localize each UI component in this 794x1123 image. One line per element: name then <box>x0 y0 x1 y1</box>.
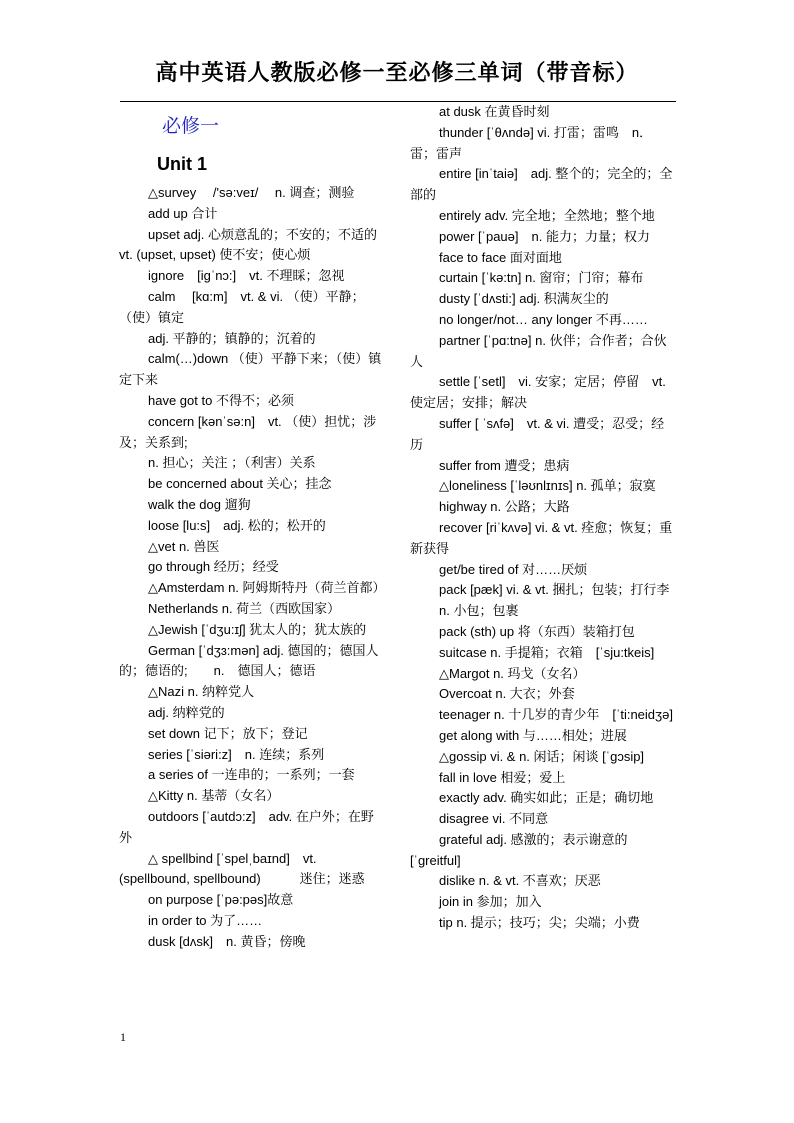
vocab-entry: settle [ˈsetl] vi. 安家；定居；停留 vt. 使定居；安排；解决 <box>410 374 666 411</box>
vocab-entry: loose [lu:s] adj. 松的；松开的 <box>148 517 326 533</box>
unit-heading: Unit 1 <box>157 154 208 174</box>
vocab-entry: disagree vi. 不同意 <box>439 811 549 827</box>
vocab-entry: △loneliness [ˈləʊnlɪnɪs] n. 孤单；寂寞 <box>439 478 656 494</box>
vocab-entry: get/be tired of 对……厌烦 <box>439 561 588 577</box>
vocab-entry: no longer/not… any longer 不再…… <box>439 311 648 327</box>
vocab-entry: a series of 一连串的；一系列；一套 <box>148 767 355 783</box>
vocab-entry: exactly adv. 确实如此；正是；确切地 <box>439 790 654 806</box>
vocab-entry: tip n. 提示；技巧；尖；尖端；小费 <box>439 915 640 931</box>
vocab-entry: dislike n. & vt. 不喜欢；厌恶 <box>439 873 601 889</box>
vocab-entry: get along with 与……相处；进展 <box>439 727 627 743</box>
vocab-entry: dusty [ˈdʌsti:] adj. 积满灰尘的 <box>439 291 609 307</box>
vocab-entry: fall in love 相爱；爱上 <box>439 769 566 785</box>
vocab-entry: Overcoat n. 大衣；外套 <box>439 686 575 702</box>
vocab-entry: entire [inˈtaiə] adj. 整个的；完全的；全部的 <box>410 166 673 203</box>
vocab-entry: △survey /'sə:veɪ/ n. 调查；测验 <box>148 185 355 200</box>
vocab-entry: walk the dog 遛狗 <box>148 496 251 512</box>
vocab-entry: concern [kənˈsə:n] vt. （使）担忧；涉及；关系到; <box>119 413 377 450</box>
section-heading: 必修一 <box>162 116 220 137</box>
vocab-entry: set down 记下；放下；登记 <box>148 725 308 741</box>
vocab-entry: n. 小包；包裹 <box>439 603 519 619</box>
left-column <box>119 183 391 952</box>
vocab-entry: have got to 不得不；必须 <box>148 392 294 408</box>
vocab-entry: pack [pæk] vi. & vt. 捆扎；包装；打行李 <box>439 582 670 598</box>
vocab-entry: upset adj. 心烦意乱的；不安的；不适的 vt. (upset, upset) 使不安；使心烦 <box>119 226 391 263</box>
vocab-entry: grateful adj. 感激的；表示谢意的 [ˈgreitful] <box>410 831 641 868</box>
vocab-entry: △ spellbind [ˈspelˌbaɪnd] vt. (spellbound, spellbound) 迷住；迷惑 <box>119 850 365 887</box>
page-number: 1 <box>120 1030 126 1044</box>
vocab-entry: △Margot n. 玛戈（女名） <box>439 665 586 681</box>
vocab-entry: add up 合计 <box>148 205 218 221</box>
vocab-entry: △gossip vi. & n. 闲话；闲谈 [ˈgɔsip] <box>439 748 645 764</box>
page-title: 高中英语人教版必修一至必修三单词（带音标） <box>155 60 639 85</box>
vocab-entry: join in 参加；加入 <box>439 894 542 910</box>
vocab-entry: entirely adv. 完全地；全然地；整个地 <box>439 207 655 223</box>
vocab-entry: pack (sth) up 将（东西）装箱打包 <box>439 623 635 639</box>
vocab-entry: adj. 平静的；镇静的；沉着的 <box>148 330 316 346</box>
vocab-entry: series [ˈsiəri:z] n. 连续；系列 <box>148 746 325 762</box>
vocab-entry: n. 担心；关注 ；（利害）关系 <box>148 455 316 471</box>
vocab-entry: calm(…)down （使）平静下来；（使）镇定下来 <box>119 351 382 388</box>
right-column <box>410 102 676 934</box>
vocab-entry: △Nazi n. 纳粹党人 <box>148 684 255 700</box>
vocab-entry: be concerned about 关心；挂念 <box>148 476 332 492</box>
vocab-entry: Netherlands n. 荷兰（西欧国家） <box>148 600 341 616</box>
vocab-entry: calm [kɑ:m] vt. & vi. （使）平静；（使）镇定 <box>119 288 365 325</box>
vocab-entry: thunder [ˈθʌndə] vi. 打雷；雷鸣 n．雷；雷声 <box>410 124 653 161</box>
vocab-entry: suitcase n. 手提箱；衣箱 [ˈsju:tkeis] <box>439 644 655 660</box>
vocab-entry: face to face 面对面地 <box>439 249 562 265</box>
vocab-entry: dusk [dʌsk] n. 黄昏；傍晚 <box>148 933 306 949</box>
vocab-entry: at dusk 在黄昏时刻 <box>439 104 550 119</box>
vocab-entry: go through 经历；经受 <box>148 559 279 575</box>
vocab-entry: highway n. 公路；大路 <box>439 499 570 515</box>
vocab-entry: △Kitty n. 基蒂（女名） <box>148 788 280 804</box>
vocab-entry: adj. 纳粹党的 <box>148 704 225 720</box>
vocab-entry: suffer [ ˈsʌfə] vt. & vi. 遭受；忍受；经历 <box>410 415 665 452</box>
vocab-entry: recover [riˈkʌvə] vi. & vt. 痊愈；恢复；重新获得 <box>410 519 673 556</box>
vocab-entry: △Jewish [ˈdʒu:ɪʃ] 犹太人的；犹太族的 <box>148 621 367 637</box>
vocab-entry: teenager n. 十几岁的青少年 [ˈti:neidʒə] <box>439 707 673 723</box>
vocab-entry: outdoors [ˈautdɔ:z] adv. 在户外；在野外 <box>119 808 374 845</box>
vocab-entry: suffer from 遭受；患病 <box>439 457 570 473</box>
vocab-entry: power [ˈpauə] n. 能力；力量；权力 <box>439 228 650 244</box>
vocab-entry: German [ˈdʒɜ:mən] adj. 德国的；德国人的；德语的; n. 德国人；德语 <box>119 642 379 679</box>
vocab-entry: △vet n. 兽医 <box>148 538 220 554</box>
vocab-entry: on purpose [ˈpə:pəs]故意 <box>148 892 294 908</box>
vocab-entry: in order to 为了…… <box>148 912 263 928</box>
vocab-entry: ignore [igˈnɔ:] vt. 不理睬；忽视 <box>148 268 345 284</box>
vocab-entry: △Amsterdam n. 阿姆斯特丹（荷兰首都） <box>148 580 386 596</box>
vocab-entry: partner [ˈpɑ:tnə] n. 伙伴；合作者；合伙人 <box>410 332 667 369</box>
vocab-entry: curtain [ˈkə:tn] n. 窗帘；门帘；幕布 <box>439 270 644 286</box>
